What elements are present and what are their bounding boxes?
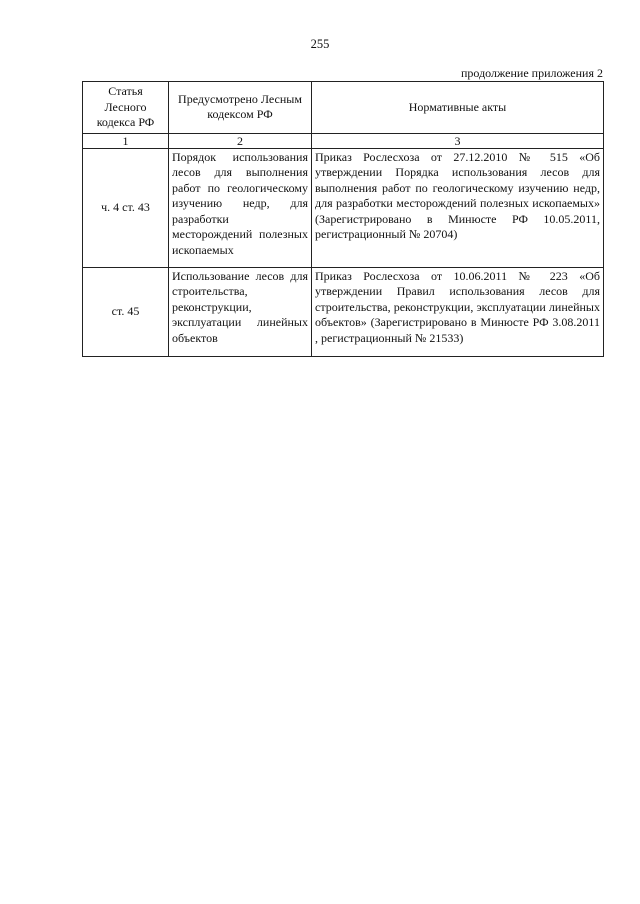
- header-acts: Нормативные акты: [312, 82, 604, 134]
- page-number: 255: [310, 37, 330, 51]
- provision-cell: Использование лесов для строительства, реконструкции, эксплуатации линейных объектов: [169, 267, 312, 356]
- column-number-2: 2: [169, 133, 312, 148]
- header-article: Статья Лесного кодекса РФ: [83, 82, 169, 134]
- column-number-1: 1: [83, 133, 169, 148]
- column-number-row: [83, 133, 604, 148]
- table-header-row: [83, 82, 604, 134]
- article-cell: ч. 4 ст. 43: [83, 148, 169, 267]
- continuation-note: продолжение приложения 2: [461, 66, 603, 80]
- provision-cell: Порядок использования лесов для выполнения работ по геологическому изучению недр, для разработки месторождений полезных ископаемых: [169, 148, 312, 267]
- header-provision: Предусмотрено Лесным кодексом РФ: [169, 82, 312, 134]
- table-row: [83, 267, 604, 356]
- article-cell: ст. 45: [83, 267, 169, 356]
- column-number-3: 3: [312, 133, 604, 148]
- regulations-table: [82, 81, 604, 357]
- acts-cell: Приказ Рослесхоза от 27.12.2010 № 515 «Об утверждении Порядка использования лесов для выполнения работ по геологическому изучению недр, для разработки месторождений полезных ископаемых» (Зарегистрировано в Минюсте РФ 10.05.2011, регистрационный № 20704): [312, 148, 604, 267]
- acts-cell: Приказ Рослесхоза от 10.06.2011 № 223 «Об утверждении Правил использования лесов для строительства, реконструкции, эксплуатации линейных объектов» (Зарегистрировано в Минюсте РФ 3.08.2011 , регистрационный № 21533): [312, 267, 604, 356]
- table-row: [83, 148, 604, 267]
